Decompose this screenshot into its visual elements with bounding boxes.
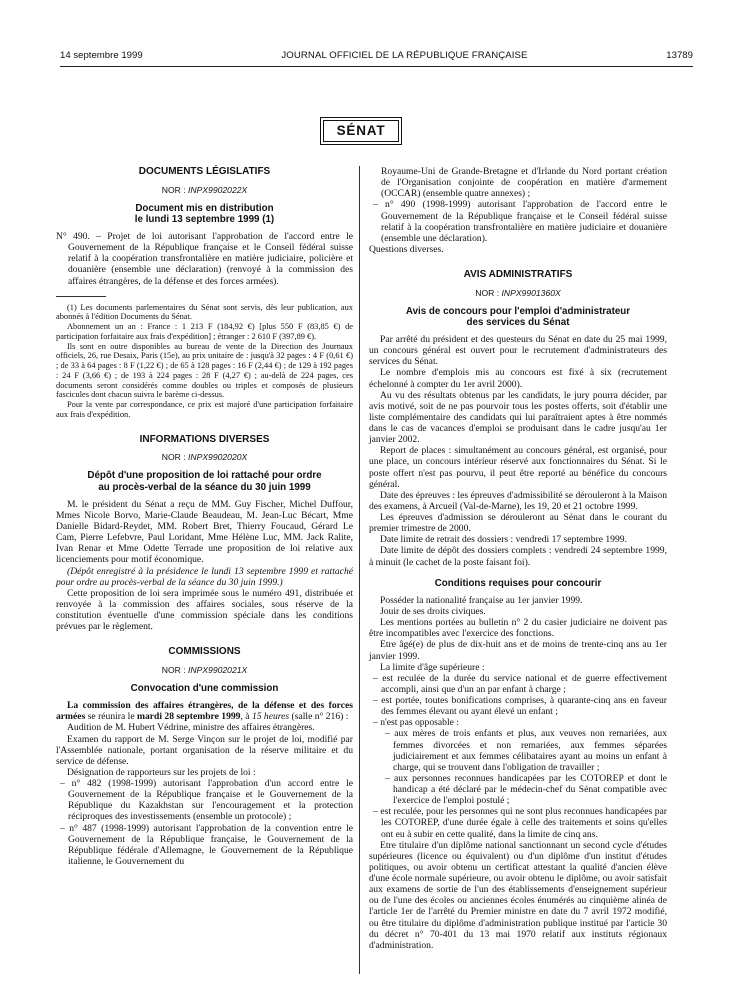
footnote: (1) Les documents parlementaires du Sénat sont servis, dès leur publication, aux abonnés à l'édition Documents du Sénat.: [56, 302, 353, 322]
paragraph: (Dépôt enregistré à la présidence le lundi 13 septembre 1999 et rattaché pour ordre au procès-verbal de la séance du 30 juin 1999.): [56, 565, 353, 588]
paragraph: Questions diverses.: [369, 243, 444, 255]
paragraph: Par arrêté du président et des questeurs du Sénat en date du 25 mai 1999, un concours général est ouvert pour le recrutement d'administrateurs des services du Sénat.: [369, 334, 667, 368]
header-rule: [60, 66, 693, 67]
paragraph: Report de places : simultanément au concours général, est organisé, pour une place, un concours intérieur réservé aux fonctionnaires du Sénat. Si le poste offert n'est pas pourvu, il peut être reporté au bénéfice du concours général.: [369, 445, 667, 490]
issue-date: 14 septembre 1999: [60, 50, 143, 61]
list-item: – aux mères de trois enfants et plus, aux veuves non remariées, aux femmes divorcées et non remariées, aux femmes séparées judiciairement et aux femmes célibataires ayant au moins un enfant à charge, qui se trouvent dans l'obligation de travailler ;: [385, 728, 667, 773]
subsection-title: Document mis en distribution le lundi 13 septembre 1999 (1): [134, 202, 275, 225]
paragraph: Audition de M. Hubert Védrine, ministre des affaires étrangères.: [67, 722, 315, 734]
paragraph: Etre titulaire d'un diplôme national sanctionnant un second cycle d'études supérieures (licence ou équivalent) ou d'un diplôme d'un institut d'études politiques, ou avoir obtenu un certificat attestant la qualité d'ancien élève d'une école normale supérieure, ou avoir obtenu le diplôme, ou avoir satisfait aux examens de sortie de l'un des établissements d'enseignement supérieur ou de l'une des écoles ou anciennes écoles énumérés au cinquième alinéa de l'article 1er de l'arrêté du Premier ministre en date du 7 avril 1972 modifié, ou être titulaire du diplôme d'administration publique institué par l'article 30 du décret n° 70-401 du 13 mai 1970 relatif aux instituts régionaux d'administration.: [369, 839, 667, 951]
column-divider: [359, 166, 360, 974]
section-title-commissions: COMMISSIONS: [168, 646, 241, 658]
nor-reference: NOR : INPX9902020X: [161, 452, 248, 463]
list-item-continued: Royaume-Uni de Grande-Bretagne et d'Irlande du Nord portant création de l'Organisation conjointe de coopération en matière d'armement (OCCAR) (ensemble quatre annexes) ;: [381, 166, 667, 200]
paragraph: Examen du rapport de M. Serge Vinçon sur le projet de loi, modifié par l'Assemblée nationale, portant organisation de la réserve militaire et du service de défense.: [56, 733, 353, 767]
footnote: Abonnement un an : France : 1 213 F (184,92 €) [plus 550 F (83,85 €) de participation forfaitaire aux frais d'expédition] ; étranger : 2 610 F (397,89 €).: [56, 322, 353, 341]
list-item: – n° 482 (1998-1999) autorisant l'approbation d'un accord entre le Gouvernement de la République française et le Gouvernement de la République du Kazakhstan sur l'encouragement et la protection réciproques des investissements (ensemble un protocole) ;: [60, 778, 353, 823]
paragraph: Jouir de ses droits civiques.: [380, 606, 486, 618]
nor-reference: NOR : INPX9901360X: [475, 287, 561, 298]
paragraph: Au vu des résultats obtenus par les candidats, le jury pourra décider, par avis motivé, soit de ne pas pourvoir tous les postes offerts, soit d'établir une liste complémentaire des candidats qui lui paraîtraient aptes à être nommés dans le cas de vacances d'emploi se produisant dans le cadre jusqu'au 1er janvier 2002.: [369, 389, 667, 446]
paragraph: Les mentions portées au bulletin n° 2 du casier judiciaire ne doivent pas être incompatibles avec l'exercice des fonctions.: [369, 617, 667, 640]
subsection-title: Avis de concours pour l'emploi d'administrateur des services du Sénat: [405, 305, 631, 328]
footnote-rule: [56, 296, 106, 297]
paragraph: Etre âgé(e) de plus de dix-huit ans et de moins de trente-cinq ans au 1er janvier 1999.: [369, 639, 667, 662]
paragraph: La limite d'âge supérieure :: [380, 661, 485, 673]
footnote: Pour la vente par correspondance, ce prix est majoré d'une participation forfaitaire aux frais d'expédition.: [56, 400, 353, 419]
list-item: – n'est pas opposable :: [373, 717, 459, 729]
paragraph: Le nombre d'emplois mis au concours est fixé à six (recrutement échelonné à compter du 1er avril 2000).: [369, 367, 667, 390]
footnote: Ils sont en outre disponibles au bureau de vente de la Direction des Journaux officiels, 26, rue Desaix, Paris (15e), au prix unitaire de : jusqu'à 32 pages : 4 F (0,61 €) ; de 33 à 64 pages : 8 F (1,22 €) ; de 65 à 128 pages : 16 F (2,44 €) ; de 129 à 192 pages : 24 F (3,66 €) ; de 193 à 224 pages : 28 F (4,27 €) ; au-delà de 224 pages, ces documents seront considérés comme doubles ou triples et composés de plusieurs fascicules dont chacun suivra le barème ci-dessus.: [56, 341, 353, 400]
page-header: [60, 50, 693, 61]
paragraph: Les épreuves d'admission se dérouleront au Sénat dans le courant du premier trimestre de 2000.: [369, 512, 667, 535]
paragraph: Date limite de retrait des dossiers : vendredi 17 septembre 1999.: [380, 534, 627, 546]
paragraph: Désignation de rapporteurs sur les projets de loi :: [67, 766, 256, 778]
list-item: – n° 490 (1998-1999) autorisant l'approbation de l'accord entre le Gouvernement de la République française et le Conseil fédéral suisse relatif à la coopération transfrontalière en matière judiciaire et douanière (ensemble une déclaration).: [373, 199, 667, 244]
nor-reference: NOR : INPX9902021X: [161, 664, 248, 675]
chamber-title: SÉNAT: [323, 120, 399, 142]
journal-title: JOURNAL OFFICIEL DE LA RÉPUBLIQUE FRANÇAISE: [281, 50, 528, 61]
right-column: [369, 166, 667, 951]
paragraph: Cette proposition de loi sera imprimée sous le numéro 491, distribuée et renvoyée à la commission des affaires sociales, sous réserve de la constitution éventuelle d'une commission spéciale dans les conditions prévues par le règlement.: [56, 587, 353, 633]
paragraph: Date des épreuves : les épreuves d'admissibilité se dérouleront à la Maison des examens, à Arcueil (Val-de-Marne), les 19, 20 et 21 octobre 1999.: [369, 489, 667, 512]
list-item: – est reculée, pour les personnes qui ne sont plus reconnues handicapées par les COTOREP, d'une durée égale à celle des traitements et soins qu'elles ont eu à subir en cette qualité, dans la limite de cinq ans.: [373, 806, 667, 840]
subsection-title: Conditions requises pour concourir: [434, 577, 602, 589]
paragraph: Posséder la nationalité française au 1er janvier 1999.: [380, 594, 583, 606]
subsection-title: Dépôt d'une proposition de loi rattaché pour ordre au procès-verbal de la séance du 30 juin 1999: [87, 470, 322, 493]
nor-reference: NOR : INPX9902022X: [161, 184, 248, 195]
section-title-informations: INFORMATIONS DIVERSES: [139, 433, 270, 445]
list-item: – aux personnes reconnues handicapées par les COTOREP et dont le handicap a été déclaré par le médecin-chef du Sénat compatible avec l'exercice de l'emploi postulé ;: [385, 772, 667, 807]
section-title-documents: DOCUMENTS LÉGISLATIFS: [138, 166, 271, 177]
page-number: 13789: [666, 50, 693, 61]
list-item: – est portée, toutes bonifications comprises, à quarante-cinq ans en faveur des femmes élevant ou ayant élevé un enfant ;: [373, 695, 667, 718]
section-title-avis: AVIS ADMINISTRATIFS: [463, 269, 573, 280]
document-item: N° 490. – Projet de loi autorisant l'approbation de l'accord entre le Gouvernement de la République française et le Conseil fédéral suisse relatif à la coopération transfrontalière en matière judiciaire, policière et douanière (ensemble une déclaration) (renvoyé à la commission des affaires étrangères, de la défense et des forces armées).: [56, 231, 353, 287]
paragraph: Date limite de dépôt des dossiers complets : vendredi 24 septembre 1999, à minuit (le cachet de la poste faisant foi).: [369, 545, 667, 568]
list-item: – n° 487 (1998-1999) autorisant l'approbation de la convention entre le Gouvernement de la République française, le Gouvernement de la République fédérale d'Allemagne, le Gouvernement de la République italienne, le Gouvernement du: [60, 822, 353, 867]
paragraph: M. le président du Sénat a reçu de MM. Guy Fischer, Michel Duffour, Mmes Nicole Borvo, Marie-Claude Beaudeau, M. Jean-Luc Bécart, Mme Danielle Bidard-Reydet, MM. Robert Bret, Thierry Foucaud, Gérard Le Cam, Pierre Lefebvre, Paul Loridant, Mme Hélène Luc, MM. Jack Ralite, Ivan Renar et Mme Odette Terrade une proposition de loi relative aux licenciements pour motif économique.: [56, 498, 353, 566]
subsection-title: Convocation d'une commission: [130, 682, 279, 694]
left-column: [56, 166, 353, 867]
paragraph: La commission des affaires étrangères, de la défense et des forces armées se réunira le mardi 28 septembre 1999, à 15 heures (salle n° 216) :: [56, 700, 353, 723]
list-item: – est reculée de la durée du service national et de guerre effectivement accompli, ainsi que d'un an par enfant à charge ;: [373, 672, 667, 695]
